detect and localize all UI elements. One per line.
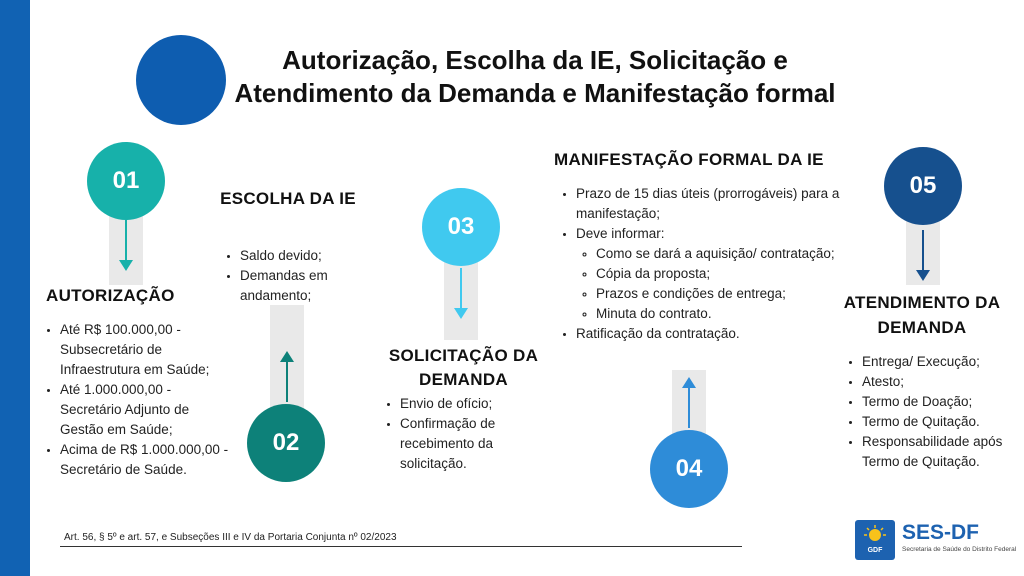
step-2-arrow-up-icon [277,348,297,404]
step-3-number-circle [422,188,500,266]
step-5-list [848,352,1024,472]
step-4-number-circle [650,430,728,508]
step-4-item-3: • Ratificação da contratação. [576,324,844,344]
step-4-subitem-2: ◦ Cópia da proposta; [596,264,844,284]
brand-subtitle: Secretaria de Saúde do Distrito Federal [902,546,1017,553]
step-4-list [562,184,844,344]
step-2-item-1: • Saldo devido; [240,246,380,266]
step-2-number-circle [247,404,325,482]
step-5-item-2: • Atesto; [862,372,1024,392]
step-4-item-2 [576,224,844,324]
step-1-item-1: • Até R$ 100.000,00 - Subsecretário de Infraestrutura em Saúde; [60,320,230,380]
step-4-subitem-4: ◦ Minuta do contrato. [596,304,844,324]
gdf-logo [855,520,895,560]
left-accent-bar [0,0,30,576]
step-3-heading: SOLICITAÇÃO DA DEMANDA [388,346,539,389]
brand-name: SES-DF [902,521,980,544]
step-1-arrow-down-icon [116,218,136,274]
step-5-arrow-down-icon [913,228,933,284]
step-1-heading: AUTORIZAÇÃO [46,286,175,305]
step-5-item-1: • Entrega/ Execução; [862,352,1024,372]
step-5-number: 05 [909,172,937,199]
footnote-divider [60,546,742,547]
step-4-sublist [576,244,844,324]
step-4-number: 04 [675,455,703,482]
step-3-list [386,394,540,474]
step-5-number-circle [884,147,962,225]
step-3-arrow-down-icon [451,266,471,322]
step-5-item-3: • Termo de Doação; [862,392,1024,412]
step-5-item-5: • Responsabilidade após Termo de Quitação. [862,432,1024,472]
step-3-item-1: • Envio de ofício; [400,394,540,414]
step-1-item-2: • Até 1.000.000,00 - Secretário Adjunto de Gestão em Saúde; [60,380,230,440]
step-4-item-2-text: Deve informar: [576,226,665,241]
step-4-subitem-1: ◦ Como se dará a aquisição/ contratação; [596,244,844,264]
step-2-number: 02 [272,429,300,456]
step-3-item-2: • Confirmação de recebimento da solicitação. [400,414,540,474]
step-2-heading: ESCOLHA DA IE [220,189,356,208]
step-2-list [226,246,380,306]
page-title [170,44,900,110]
step-4-item-1: • Prazo de 15 dias úteis (prorrogáveis) para a manifestação; [576,184,844,224]
step-3-number: 03 [447,213,475,240]
step-4-arrow-up-icon [679,374,699,430]
step-5-item-4: • Termo de Quitação. [862,412,1024,432]
step-1-number: 01 [112,167,140,194]
legal-reference-footnote: Art. 56, § 5º e art. 57, e Subseções III e IV da Portaria Conjunta nº 02/2023 [64,532,397,543]
step-4-subitem-3: ◦ Prazos e condições de entrega; [596,284,844,304]
gdf-logo-text: GDF [867,547,883,554]
step-2-item-2: • Demandas em andamento; [240,266,380,306]
step-1-number-circle [87,142,165,220]
sun-emblem-icon [864,525,886,543]
title-line-1: Autorização, Escolha da IE, Solicitação e [282,45,788,75]
step-4-heading: MANIFESTAÇÃO FORMAL DA IE [554,150,824,169]
title-line-2: Atendimento da Demanda e Manifestação formal [234,78,836,108]
step-1-list [46,320,230,480]
step-1-item-3: • Acima de R$ 1.000.000,00 - Secretário de Saúde. [60,440,230,480]
step-5-heading: ATENDIMENTO DA DEMANDA [843,293,1001,337]
